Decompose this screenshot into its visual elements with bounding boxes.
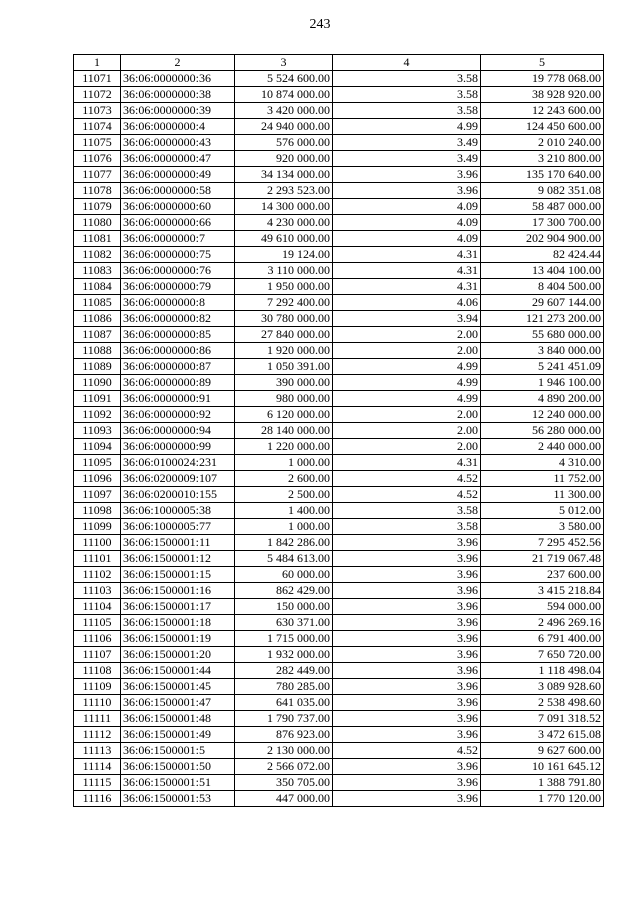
row-number-cell: 11096 <box>74 471 121 487</box>
table-row <box>74 151 604 167</box>
cadastral-value-cell: 1 715 000.00 <box>235 631 333 647</box>
cadastral-number-cell: 36:06:1500001:45 <box>121 679 235 695</box>
table-row <box>74 775 604 791</box>
table-row <box>74 535 604 551</box>
table-row <box>74 183 604 199</box>
cadastral-value-cell: 641 035.00 <box>235 695 333 711</box>
tax-amount-cell: 19 778 068.00 <box>481 71 604 87</box>
tax-amount-cell: 9 082 351.08 <box>481 183 604 199</box>
row-number-cell: 11102 <box>74 567 121 583</box>
tax-rate-cell: 3.96 <box>333 167 481 183</box>
cadastral-value-cell: 1 000.00 <box>235 455 333 471</box>
tax-rate-cell: 3.96 <box>333 535 481 551</box>
table-row <box>74 583 604 599</box>
tax-rate-cell: 4.09 <box>333 215 481 231</box>
row-number-cell: 11073 <box>74 103 121 119</box>
row-number-cell: 11113 <box>74 743 121 759</box>
row-number-cell: 11101 <box>74 551 121 567</box>
row-number-cell: 11088 <box>74 343 121 359</box>
tax-rate-cell: 4.52 <box>333 471 481 487</box>
tax-amount-cell: 17 300 700.00 <box>481 215 604 231</box>
cadastral-value-cell: 390 000.00 <box>235 375 333 391</box>
column-header: 1 <box>74 55 121 71</box>
cadastral-number-cell: 36:06:0000000:38 <box>121 87 235 103</box>
tax-amount-cell: 5 012.00 <box>481 503 604 519</box>
cadastral-number-cell: 36:06:1000005:77 <box>121 519 235 535</box>
table-row <box>74 567 604 583</box>
table-row <box>74 663 604 679</box>
table-row <box>74 407 604 423</box>
tax-amount-cell: 1 946 100.00 <box>481 375 604 391</box>
cadastral-number-cell: 36:06:0000000:66 <box>121 215 235 231</box>
cadastral-number-cell: 36:06:0000000:60 <box>121 199 235 215</box>
tax-rate-cell: 4.31 <box>333 247 481 263</box>
table-row <box>74 631 604 647</box>
table-row <box>74 231 604 247</box>
cadastral-number-cell: 36:06:0000000:79 <box>121 279 235 295</box>
tax-amount-cell: 2 440 000.00 <box>481 439 604 455</box>
tax-rate-cell: 3.96 <box>333 583 481 599</box>
cadastral-value-cell: 19 124.00 <box>235 247 333 263</box>
tax-rate-cell: 2.00 <box>333 327 481 343</box>
cadastral-value-cell: 49 610 000.00 <box>235 231 333 247</box>
row-number-cell: 11089 <box>74 359 121 375</box>
cadastral-value-cell: 27 840 000.00 <box>235 327 333 343</box>
row-number-cell: 11106 <box>74 631 121 647</box>
table-row <box>74 311 604 327</box>
column-header: 3 <box>235 55 333 71</box>
tax-rate-cell: 4.52 <box>333 487 481 503</box>
cadastral-value-cell: 60 000.00 <box>235 567 333 583</box>
cadastral-value-cell: 920 000.00 <box>235 151 333 167</box>
tax-rate-cell: 2.00 <box>333 423 481 439</box>
tax-rate-cell: 3.58 <box>333 503 481 519</box>
table-body <box>74 71 604 807</box>
table-row <box>74 615 604 631</box>
tax-amount-cell: 202 904 900.00 <box>481 231 604 247</box>
table-row <box>74 647 604 663</box>
cadastral-number-cell: 36:06:0000000:49 <box>121 167 235 183</box>
table-row <box>74 295 604 311</box>
cadastral-value-cell: 2 130 000.00 <box>235 743 333 759</box>
cadastral-number-cell: 36:06:1500001:20 <box>121 647 235 663</box>
tax-amount-cell: 3 580.00 <box>481 519 604 535</box>
table-row <box>74 343 604 359</box>
tax-rate-cell: 4.31 <box>333 279 481 295</box>
row-number-cell: 11091 <box>74 391 121 407</box>
tax-amount-cell: 7 295 452.56 <box>481 535 604 551</box>
row-number-cell: 11084 <box>74 279 121 295</box>
row-number-cell: 11087 <box>74 327 121 343</box>
tax-amount-cell: 2 538 498.60 <box>481 695 604 711</box>
table-row <box>74 103 604 119</box>
table-row <box>74 167 604 183</box>
cadastral-number-cell: 36:06:0000000:94 <box>121 423 235 439</box>
tax-rate-cell: 3.96 <box>333 759 481 775</box>
cadastral-value-cell: 1 220 000.00 <box>235 439 333 455</box>
row-number-cell: 11098 <box>74 503 121 519</box>
tax-amount-cell: 4 310.00 <box>481 455 604 471</box>
tax-rate-cell: 3.96 <box>333 615 481 631</box>
tax-amount-cell: 3 840 000.00 <box>481 343 604 359</box>
cadastral-number-cell: 36:06:0000000:99 <box>121 439 235 455</box>
cadastral-number-cell: 36:06:1500001:44 <box>121 663 235 679</box>
tax-rate-cell: 2.00 <box>333 439 481 455</box>
cadastral-value-cell: 630 371.00 <box>235 615 333 631</box>
cadastral-number-cell: 36:06:1000005:38 <box>121 503 235 519</box>
cadastral-value-cell: 350 705.00 <box>235 775 333 791</box>
tax-rate-cell: 4.99 <box>333 359 481 375</box>
table-row <box>74 199 604 215</box>
cadastral-number-cell: 36:06:1500001:51 <box>121 775 235 791</box>
tax-amount-cell: 7 650 720.00 <box>481 647 604 663</box>
cadastral-number-cell: 36:06:0000000:76 <box>121 263 235 279</box>
cadastral-number-cell: 36:06:1500001:15 <box>121 567 235 583</box>
cadastral-value-cell: 30 780 000.00 <box>235 311 333 327</box>
tax-amount-cell: 9 627 600.00 <box>481 743 604 759</box>
tax-rate-cell: 3.96 <box>333 567 481 583</box>
table-row <box>74 695 604 711</box>
cadastral-number-cell: 36:06:1500001:12 <box>121 551 235 567</box>
cadastral-number-cell: 36:06:0200010:155 <box>121 487 235 503</box>
row-number-cell: 11114 <box>74 759 121 775</box>
table-row <box>74 247 604 263</box>
cadastral-number-cell: 36:06:1500001:16 <box>121 583 235 599</box>
table-row <box>74 375 604 391</box>
table-row <box>74 599 604 615</box>
cadastral-number-cell: 36:06:0000000:92 <box>121 407 235 423</box>
tax-rate-cell: 3.96 <box>333 551 481 567</box>
cadastral-value-cell: 1 400.00 <box>235 503 333 519</box>
row-number-cell: 11108 <box>74 663 121 679</box>
tax-rate-cell: 3.58 <box>333 87 481 103</box>
cadastral-number-cell: 36:06:0000000:85 <box>121 327 235 343</box>
row-number-cell: 11110 <box>74 695 121 711</box>
cadastral-number-cell: 36:06:1500001:17 <box>121 599 235 615</box>
tax-rate-cell: 2.00 <box>333 407 481 423</box>
cadastral-number-cell: 36:06:0000000:91 <box>121 391 235 407</box>
cadastral-value-cell: 2 500.00 <box>235 487 333 503</box>
cadastral-value-cell: 2 566 072.00 <box>235 759 333 775</box>
cadastral-number-cell: 36:06:1500001:5 <box>121 743 235 759</box>
table-row <box>74 743 604 759</box>
row-number-cell: 11085 <box>74 295 121 311</box>
tax-rate-cell: 4.06 <box>333 295 481 311</box>
tax-rate-cell: 3.58 <box>333 103 481 119</box>
table-row <box>74 119 604 135</box>
row-number-cell: 11107 <box>74 647 121 663</box>
row-number-cell: 11074 <box>74 119 121 135</box>
tax-amount-cell: 29 607 144.00 <box>481 295 604 311</box>
row-number-cell: 11090 <box>74 375 121 391</box>
tax-rate-cell: 3.58 <box>333 519 481 535</box>
table-row <box>74 711 604 727</box>
cadastral-value-cell: 3 420 000.00 <box>235 103 333 119</box>
row-number-cell: 11112 <box>74 727 121 743</box>
tax-rate-cell: 3.49 <box>333 151 481 167</box>
cadastral-value-cell: 1 920 000.00 <box>235 343 333 359</box>
tax-rate-cell: 4.99 <box>333 119 481 135</box>
tax-rate-cell: 4.31 <box>333 455 481 471</box>
cadastral-number-cell: 36:06:0000000:75 <box>121 247 235 263</box>
cadastral-value-cell: 6 120 000.00 <box>235 407 333 423</box>
tax-rate-cell: 3.96 <box>333 791 481 807</box>
tax-rate-cell: 3.58 <box>333 71 481 87</box>
table-row <box>74 423 604 439</box>
row-number-cell: 11116 <box>74 791 121 807</box>
tax-rate-cell: 2.00 <box>333 343 481 359</box>
cadastral-number-cell: 36:06:1500001:11 <box>121 535 235 551</box>
cadastral-number-cell: 36:06:1500001:53 <box>121 791 235 807</box>
cadastral-number-cell: 36:06:0000000:87 <box>121 359 235 375</box>
column-header: 2 <box>121 55 235 71</box>
tax-amount-cell: 1 118 498.04 <box>481 663 604 679</box>
table-row <box>74 503 604 519</box>
tax-amount-cell: 12 240 000.00 <box>481 407 604 423</box>
cadastral-value-cell: 780 285.00 <box>235 679 333 695</box>
cadastral-number-cell: 36:06:1500001:50 <box>121 759 235 775</box>
cadastral-value-cell: 24 940 000.00 <box>235 119 333 135</box>
table-row <box>74 215 604 231</box>
tax-amount-cell: 135 170 640.00 <box>481 167 604 183</box>
table-row <box>74 87 604 103</box>
cadastral-number-cell: 36:06:0000000:82 <box>121 311 235 327</box>
row-number-cell: 11092 <box>74 407 121 423</box>
row-number-cell: 11075 <box>74 135 121 151</box>
tax-amount-cell: 11 300.00 <box>481 487 604 503</box>
cadastral-number-cell: 36:06:0000000:7 <box>121 231 235 247</box>
table-row <box>74 791 604 807</box>
cadastral-number-cell: 36:06:1500001:49 <box>121 727 235 743</box>
tax-amount-cell: 237 600.00 <box>481 567 604 583</box>
tax-rate-cell: 4.31 <box>333 263 481 279</box>
table-row <box>74 487 604 503</box>
tax-rate-cell: 4.09 <box>333 199 481 215</box>
tax-amount-cell: 121 273 200.00 <box>481 311 604 327</box>
tax-rate-cell: 3.94 <box>333 311 481 327</box>
cadastral-value-table <box>73 54 604 807</box>
row-number-cell: 11104 <box>74 599 121 615</box>
row-number-cell: 11083 <box>74 263 121 279</box>
tax-amount-cell: 2 496 269.16 <box>481 615 604 631</box>
cadastral-value-cell: 980 000.00 <box>235 391 333 407</box>
row-number-cell: 11111 <box>74 711 121 727</box>
tax-rate-cell: 3.96 <box>333 647 481 663</box>
row-number-cell: 11115 <box>74 775 121 791</box>
row-number-cell: 11082 <box>74 247 121 263</box>
row-number-cell: 11086 <box>74 311 121 327</box>
cadastral-value-cell: 150 000.00 <box>235 599 333 615</box>
cadastral-value-cell: 862 429.00 <box>235 583 333 599</box>
tax-rate-cell: 3.96 <box>333 631 481 647</box>
cadastral-number-cell: 36:06:0000000:43 <box>121 135 235 151</box>
table-row <box>74 279 604 295</box>
column-header: 4 <box>333 55 481 71</box>
tax-amount-cell: 3 472 615.08 <box>481 727 604 743</box>
tax-rate-cell: 4.09 <box>333 231 481 247</box>
cadastral-value-cell: 576 000.00 <box>235 135 333 151</box>
tax-amount-cell: 12 243 600.00 <box>481 103 604 119</box>
row-number-cell: 11099 <box>74 519 121 535</box>
row-number-cell: 11103 <box>74 583 121 599</box>
cadastral-value-cell: 282 449.00 <box>235 663 333 679</box>
cadastral-number-cell: 36:06:0000000:8 <box>121 295 235 311</box>
tax-rate-cell: 3.96 <box>333 663 481 679</box>
tax-amount-cell: 5 241 451.09 <box>481 359 604 375</box>
table-row <box>74 327 604 343</box>
cadastral-number-cell: 36:06:0200009:107 <box>121 471 235 487</box>
tax-rate-cell: 3.96 <box>333 775 481 791</box>
tax-amount-cell: 1 388 791.80 <box>481 775 604 791</box>
tax-amount-cell: 3 210 800.00 <box>481 151 604 167</box>
tax-amount-cell: 21 719 067.48 <box>481 551 604 567</box>
cadastral-value-cell: 3 110 000.00 <box>235 263 333 279</box>
tax-amount-cell: 8 404 500.00 <box>481 279 604 295</box>
table-row <box>74 519 604 535</box>
row-number-cell: 11071 <box>74 71 121 87</box>
tax-rate-cell: 3.96 <box>333 727 481 743</box>
tax-amount-cell: 55 680 000.00 <box>481 327 604 343</box>
cadastral-value-cell: 7 292 400.00 <box>235 295 333 311</box>
cadastral-value-cell: 5 484 613.00 <box>235 551 333 567</box>
row-number-cell: 11072 <box>74 87 121 103</box>
table-row <box>74 439 604 455</box>
row-number-cell: 11081 <box>74 231 121 247</box>
table-row <box>74 727 604 743</box>
tax-rate-cell: 4.99 <box>333 391 481 407</box>
tax-amount-cell: 11 752.00 <box>481 471 604 487</box>
cadastral-value-cell: 1 790 737.00 <box>235 711 333 727</box>
table-row <box>74 359 604 375</box>
cadastral-value-cell: 28 140 000.00 <box>235 423 333 439</box>
tax-amount-cell: 1 770 120.00 <box>481 791 604 807</box>
tax-rate-cell: 3.96 <box>333 695 481 711</box>
cadastral-number-cell: 36:06:1500001:19 <box>121 631 235 647</box>
row-number-cell: 11080 <box>74 215 121 231</box>
cadastral-value-cell: 4 230 000.00 <box>235 215 333 231</box>
row-number-cell: 11079 <box>74 199 121 215</box>
cadastral-value-cell: 14 300 000.00 <box>235 199 333 215</box>
cadastral-number-cell: 36:06:1500001:48 <box>121 711 235 727</box>
tax-amount-cell: 594 000.00 <box>481 599 604 615</box>
row-number-cell: 11077 <box>74 167 121 183</box>
cadastral-number-cell: 36:06:0000000:4 <box>121 119 235 135</box>
cadastral-value-cell: 1 950 000.00 <box>235 279 333 295</box>
cadastral-number-cell: 36:06:0100024:231 <box>121 455 235 471</box>
cadastral-number-cell: 36:06:1500001:18 <box>121 615 235 631</box>
tax-amount-cell: 58 487 000.00 <box>481 199 604 215</box>
table-row <box>74 551 604 567</box>
cadastral-number-cell: 36:06:0000000:86 <box>121 343 235 359</box>
cadastral-value-cell: 2 600.00 <box>235 471 333 487</box>
tax-amount-cell: 13 404 100.00 <box>481 263 604 279</box>
row-number-cell: 11109 <box>74 679 121 695</box>
cadastral-value-cell: 876 923.00 <box>235 727 333 743</box>
page-number: 243 <box>309 17 331 32</box>
row-number-cell: 11094 <box>74 439 121 455</box>
cadastral-value-cell: 447 000.00 <box>235 791 333 807</box>
row-number-cell: 11076 <box>74 151 121 167</box>
cadastral-value-cell: 1 932 000.00 <box>235 647 333 663</box>
table-row <box>74 759 604 775</box>
row-number-cell: 11097 <box>74 487 121 503</box>
row-number-cell: 11078 <box>74 183 121 199</box>
cadastral-value-cell: 1 842 286.00 <box>235 535 333 551</box>
tax-amount-cell: 4 890 200.00 <box>481 391 604 407</box>
row-number-cell: 11105 <box>74 615 121 631</box>
table-header-row <box>74 55 604 71</box>
tax-amount-cell: 7 091 318.52 <box>481 711 604 727</box>
cadastral-number-cell: 36:06:0000000:39 <box>121 103 235 119</box>
cadastral-value-cell: 10 874 000.00 <box>235 87 333 103</box>
tax-amount-cell: 82 424.44 <box>481 247 604 263</box>
tax-amount-cell: 38 928 920.00 <box>481 87 604 103</box>
tax-amount-cell: 124 450 600.00 <box>481 119 604 135</box>
row-number-cell: 11095 <box>74 455 121 471</box>
column-header: 5 <box>481 55 604 71</box>
cadastral-number-cell: 36:06:0000000:89 <box>121 375 235 391</box>
table-row <box>74 263 604 279</box>
table-row <box>74 455 604 471</box>
cadastral-value-cell: 34 134 000.00 <box>235 167 333 183</box>
cadastral-value-cell: 1 050 391.00 <box>235 359 333 375</box>
cadastral-number-cell: 36:06:1500001:47 <box>121 695 235 711</box>
cadastral-value-cell: 2 293 523.00 <box>235 183 333 199</box>
tax-rate-cell: 3.49 <box>333 135 481 151</box>
tax-rate-cell: 4.52 <box>333 743 481 759</box>
tax-rate-cell: 3.96 <box>333 711 481 727</box>
tax-rate-cell: 3.96 <box>333 183 481 199</box>
row-number-cell: 11100 <box>74 535 121 551</box>
tax-amount-cell: 6 791 400.00 <box>481 631 604 647</box>
table-row <box>74 71 604 87</box>
tax-amount-cell: 3 415 218.84 <box>481 583 604 599</box>
tax-amount-cell: 2 010 240.00 <box>481 135 604 151</box>
tax-rate-cell: 3.96 <box>333 679 481 695</box>
tax-amount-cell: 10 161 645.12 <box>481 759 604 775</box>
tax-amount-cell: 56 280 000.00 <box>481 423 604 439</box>
row-number-cell: 11093 <box>74 423 121 439</box>
cadastral-value-cell: 5 524 600.00 <box>235 71 333 87</box>
table-row <box>74 135 604 151</box>
cadastral-number-cell: 36:06:0000000:36 <box>121 71 235 87</box>
tax-amount-cell: 3 089 928.60 <box>481 679 604 695</box>
table-row <box>74 471 604 487</box>
tax-rate-cell: 4.99 <box>333 375 481 391</box>
table-row <box>74 391 604 407</box>
table-row <box>74 679 604 695</box>
cadastral-number-cell: 36:06:0000000:58 <box>121 183 235 199</box>
cadastral-number-cell: 36:06:0000000:47 <box>121 151 235 167</box>
cadastral-value-cell: 1 000.00 <box>235 519 333 535</box>
tax-rate-cell: 3.96 <box>333 599 481 615</box>
